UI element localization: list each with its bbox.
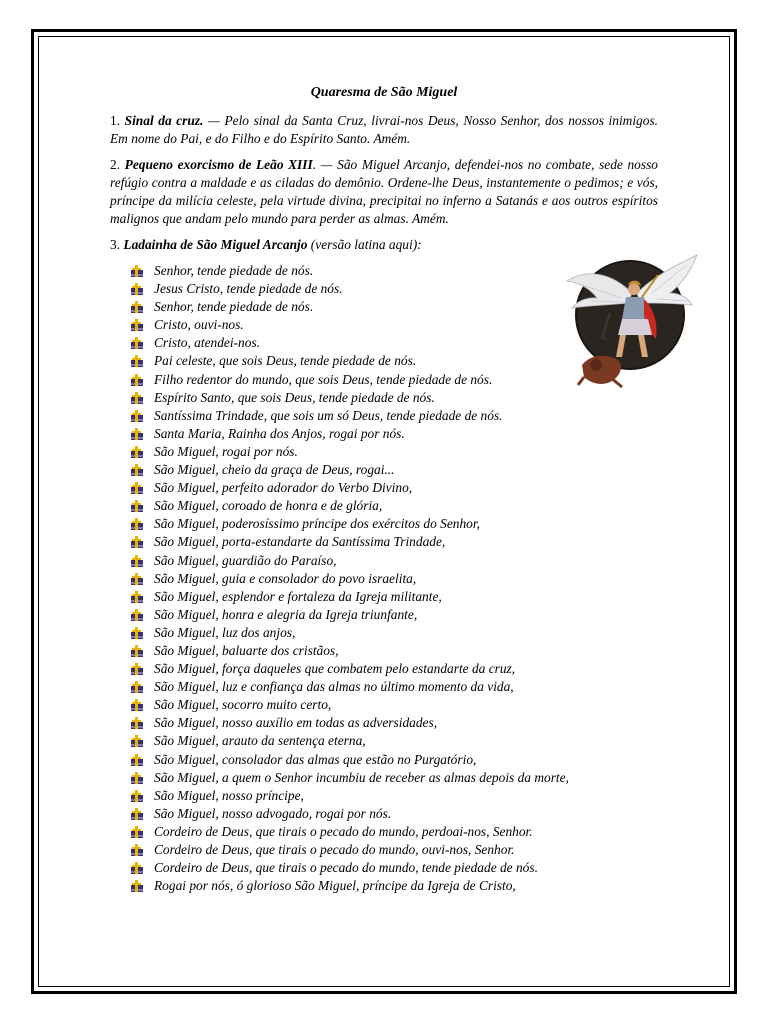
book-bullet-icon	[130, 591, 144, 604]
litany-item	[130, 696, 658, 714]
litany-item	[130, 515, 658, 533]
document-title: Quaresma de São Miguel	[310, 85, 458, 100]
section-number: 3.	[110, 237, 121, 252]
book-bullet-icon	[130, 428, 144, 441]
litany-item-text: Filho redentor do mundo, que sois Deus, tende piedade de nós.	[154, 371, 493, 387]
book-bullet-icon	[130, 283, 144, 296]
litany-item	[130, 606, 658, 624]
book-bullet-icon	[130, 790, 144, 803]
book-bullet-icon	[130, 663, 144, 676]
book-bullet-icon	[130, 609, 144, 622]
litany-item	[130, 461, 658, 479]
book-bullet-icon	[130, 627, 144, 640]
litany-item-text: São Miguel, poderosíssimo príncipe dos exércitos do Senhor,	[154, 516, 480, 532]
litany-item	[130, 714, 658, 732]
book-bullet-icon	[130, 699, 144, 712]
book-bullet-icon	[130, 844, 144, 857]
litany-item-text: São Miguel, coroado de honra e de glória,	[154, 498, 383, 514]
litany-item	[130, 769, 658, 787]
litany-item	[130, 425, 658, 443]
section-heading: Sinal da cruz.	[124, 113, 204, 128]
book-bullet-icon	[130, 772, 144, 785]
section-sign-of-cross	[110, 112, 658, 148]
litany-item-text: Senhor, tende piedade de nós.	[154, 263, 314, 278]
section-number: 1.	[110, 113, 121, 128]
litany-item-text: São Miguel, guardião do Paraíso,	[154, 552, 337, 568]
litany-item	[130, 660, 658, 678]
book-bullet-icon	[130, 735, 144, 748]
section-text: — Pelo sinal da Santa Cruz, livrai-nos Deus, Nosso Senhor, dos nossos inimigos. Em nome do Pai, e do Filho e do Espírito Santo. Amém.	[110, 113, 658, 146]
section-heading: Pequeno exorcismo de Leão XIII	[124, 157, 313, 172]
litany-item	[130, 479, 658, 497]
litany-item-text: São Miguel, baluarte dos cristãos,	[154, 642, 339, 658]
litany-item-text: Cristo, ouvi-nos.	[154, 317, 244, 333]
litany-item-text: São Miguel, cheio da graça de Deus, rogai...	[154, 462, 395, 478]
book-bullet-icon	[130, 265, 144, 278]
book-bullet-icon	[130, 337, 144, 350]
litany-item-text: Santa Maria, Rainha dos Anjos, rogai por nós.	[154, 425, 405, 441]
litany-item-text: São Miguel, perfeito adorador do Verbo Divino,	[154, 480, 413, 496]
litany-item-text: São Miguel, rogai por nós.	[154, 443, 298, 459]
litany-item-text: Cordeiro de Deus, que tirais o pecado do mundo, ouvi-nos, Senhor.	[154, 842, 515, 857]
litany-item-text: São Miguel, força daqueles que combatem pelo estandarte da cruz,	[154, 661, 516, 677]
book-bullet-icon	[130, 410, 144, 423]
litany-item-text: São Miguel, honra e alegria da Igreja triunfante,	[154, 606, 418, 622]
litany-item	[130, 841, 658, 859]
litany-item	[130, 588, 658, 606]
litany-item-text: Cordeiro de Deus, que tirais o pecado do mundo, tende piedade de nós.	[154, 860, 538, 876]
litany-item	[130, 443, 658, 461]
book-bullet-icon	[130, 518, 144, 531]
book-bullet-icon	[130, 319, 144, 332]
litany-item-text: São Miguel, porta-estandarte da Santíssima Trindade,	[154, 534, 446, 550]
litany-item-text: Espírito Santo, que sois Deus, tende piedade de nós.	[154, 389, 435, 405]
litany-item-text: Cordeiro de Deus, que tirais o pecado do mundo, perdoai-nos, Senhor.	[154, 823, 533, 839]
litany-item-text: São Miguel, socorro muito certo,	[154, 697, 332, 713]
litany-item	[130, 570, 658, 588]
book-bullet-icon	[130, 374, 144, 387]
litany-item	[130, 407, 658, 425]
litany-item-text: São Miguel, nosso auxílio em todas as adversidades,	[154, 715, 438, 731]
book-bullet-icon	[130, 826, 144, 839]
litany-item-text: Rogai por nós, ó glorioso São Miguel, príncipe da Igreja de Cristo,	[154, 878, 516, 894]
litany-item-text: São Miguel, nosso príncipe,	[154, 787, 304, 803]
book-bullet-icon	[130, 880, 144, 893]
litany-item-text: São Miguel, a quem o Senhor incumbiu de receber as almas depois da morte,	[154, 769, 569, 785]
litany-item	[130, 497, 658, 515]
section-small-exorcism	[110, 156, 658, 228]
book-bullet-icon	[130, 301, 144, 314]
litany-item-text: São Miguel, guia e consolador do povo israelita,	[154, 570, 417, 586]
litany-item-text: Jesus Cristo, tende piedade de nós.	[154, 281, 343, 297]
litany-item-text: São Miguel, luz dos anjos,	[154, 624, 296, 640]
litany-heading	[110, 236, 658, 254]
book-bullet-icon	[130, 754, 144, 767]
book-bullet-icon	[130, 573, 144, 586]
litany-item-text: Santíssima Trindade, que sois um só Deus, tende piedade de nós.	[154, 407, 503, 423]
litany-note: (versão latina aqui):	[307, 237, 422, 252]
section-number: 2.	[110, 157, 121, 172]
litany-item	[130, 552, 658, 570]
book-bullet-icon	[130, 446, 144, 459]
litany-item-text: São Miguel, nosso advogado, rogai por nós.	[154, 805, 392, 821]
archangel-michael-image	[562, 253, 702, 393]
litany-item-text: Senhor, tende piedade de nós.	[154, 299, 314, 315]
book-bullet-icon	[130, 536, 144, 549]
litany-item	[130, 624, 658, 642]
litany-item-text: São Miguel, esplendor e fortaleza da Igreja militante,	[154, 588, 442, 604]
section-text: . — São Miguel Arcanjo, defendei-nos no combate, sede nosso refúgio contra a maldade e as ciladas do demônio. Ordene-lhe Deus, instantemente o pedimos; e vós, príncipe da milícia celeste, pela virtude divina, precipitai no inferno a Satanás e aos outros espíritos malignos que andam pelo mundo para perder as almas. Amém.	[110, 157, 658, 226]
litany-item	[130, 533, 658, 551]
litany-item	[130, 859, 658, 877]
litany-item	[130, 678, 658, 696]
litany-item	[130, 751, 658, 769]
litany-item-text: Cristo, atendei-nos.	[154, 335, 261, 351]
book-bullet-icon	[130, 355, 144, 368]
book-bullet-icon	[130, 555, 144, 568]
document-body	[110, 84, 658, 895]
litany-item-text: Pai celeste, que sois Deus, tende piedade de nós.	[154, 353, 417, 369]
litany-item	[130, 787, 658, 805]
book-bullet-icon	[130, 645, 144, 658]
book-bullet-icon	[130, 464, 144, 477]
litany-title: Ladainha de São Miguel Arcanjo	[123, 237, 308, 252]
book-bullet-icon	[130, 862, 144, 875]
litany-item	[130, 732, 658, 750]
litany-item	[130, 805, 658, 823]
book-bullet-icon	[130, 681, 144, 694]
litany-item-text: São Miguel, consolador das almas que estão no Purgatório,	[154, 751, 477, 767]
litany-item-text: São Miguel, luz e confiança das almas no último momento da vida,	[154, 679, 514, 695]
litany-item	[130, 823, 658, 841]
book-bullet-icon	[130, 808, 144, 821]
book-bullet-icon	[130, 392, 144, 405]
book-bullet-icon	[130, 482, 144, 495]
litany-item	[130, 877, 658, 895]
litany-item	[130, 642, 658, 660]
litany-item-text: São Miguel, arauto da sentença eterna,	[154, 733, 366, 749]
book-bullet-icon	[130, 717, 144, 730]
book-bullet-icon	[130, 500, 144, 513]
